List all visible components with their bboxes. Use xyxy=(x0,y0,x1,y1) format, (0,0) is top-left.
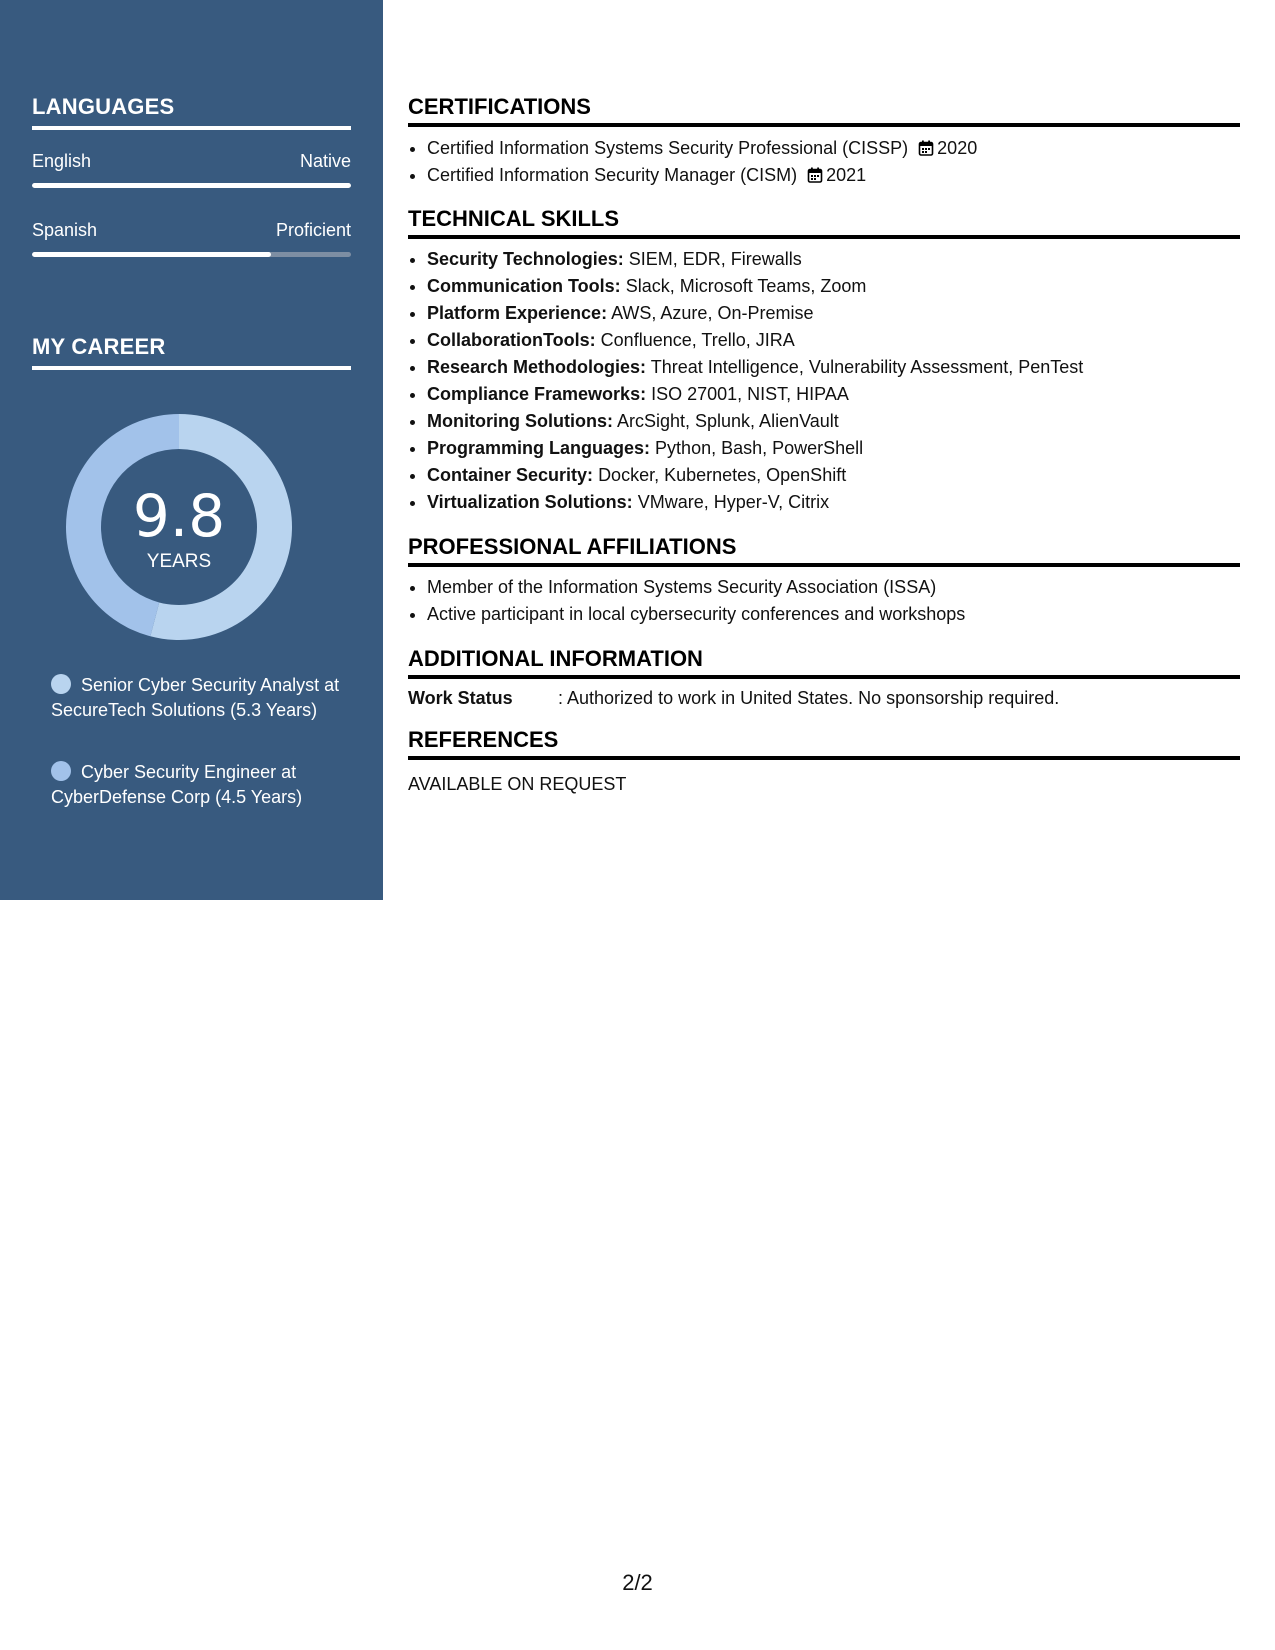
skill-value: Slack, Microsoft Teams, Zoom xyxy=(625,276,867,296)
skill-label: Communication Tools: xyxy=(427,276,621,296)
list-item xyxy=(427,381,1259,408)
languages-heading: LANGUAGES xyxy=(32,94,351,130)
career-heading: MY CAREER xyxy=(32,334,351,370)
certification-name: Certified Information Security Manager (CISM) xyxy=(427,165,798,185)
certification-name: Certified Information Systems Security Professional (CISSP) xyxy=(427,138,909,158)
language-name: Spanish xyxy=(32,220,98,240)
language-row-english xyxy=(32,151,351,172)
list-item xyxy=(427,327,1259,354)
list-item: • Active participant in local cybersecurity conferences and workshops xyxy=(427,601,1259,628)
career-item-text: Cyber Security Engineer at CyberDefense Corp (4.5 Years) xyxy=(51,762,303,807)
technical-skills-heading: TECHNICAL SKILLS xyxy=(408,206,1240,239)
skill-value: VMware, Hyper-V, Citrix xyxy=(637,492,830,512)
language-name: English xyxy=(32,151,92,171)
skill-label: Platform Experience: xyxy=(427,303,608,323)
affiliations-heading: PROFESSIONAL AFFILIATIONS xyxy=(408,534,1240,567)
legend-dot-icon xyxy=(51,761,71,781)
list-item xyxy=(427,462,1259,489)
skill-value: ISO 27001, NIST, HIPAA xyxy=(651,384,849,404)
list-item xyxy=(427,489,1259,516)
list-item xyxy=(427,408,1259,435)
list-item xyxy=(427,135,1259,162)
list-item xyxy=(427,273,1259,300)
career-item xyxy=(51,760,341,810)
sidebar xyxy=(0,0,383,900)
references-heading: REFERENCES xyxy=(408,727,1240,760)
additional-info-heading: ADDITIONAL INFORMATION xyxy=(408,646,1240,679)
career-total-unit: YEARS xyxy=(146,551,212,572)
skill-value: Python, Bash, PowerShell xyxy=(655,438,864,458)
skill-value: SIEM, EDR, Firewalls xyxy=(628,249,802,269)
language-bar-fill xyxy=(32,183,351,188)
list-item xyxy=(427,162,1259,189)
list-item xyxy=(427,354,1259,381)
certification-year: 2020 xyxy=(937,138,978,158)
work-status-row xyxy=(408,688,1059,709)
skill-value: Confluence, Trello, JIRA xyxy=(600,330,795,350)
affiliations-list xyxy=(408,574,1259,628)
language-level: Native xyxy=(299,151,351,171)
technical-skills-list xyxy=(408,246,1259,516)
career-item-text: Senior Cyber Security Analyst at SecureTech Solutions (5.3 Years) xyxy=(51,675,340,720)
language-bar-english xyxy=(32,183,351,188)
career-total-value: 9.8 xyxy=(132,482,226,550)
skill-value: AWS, Azure, On-Premise xyxy=(611,303,814,323)
skill-value: ArcSight, Splunk, AlienVault xyxy=(616,411,839,431)
skill-label: Compliance Frameworks: xyxy=(427,384,647,404)
list-item xyxy=(427,435,1259,462)
career-total xyxy=(66,414,292,640)
skill-value: Threat Intelligence, Vulnerability Assessment, PenTest xyxy=(650,357,1084,377)
calendar-icon xyxy=(918,140,934,156)
skill-label: Research Methodologies: xyxy=(427,357,647,377)
list-item: • Member of the Information Systems Security Association (ISSA) xyxy=(427,574,1259,601)
work-status-label: Work Status xyxy=(408,688,513,708)
skill-label: Monitoring Solutions: xyxy=(427,411,613,431)
legend-dot-icon xyxy=(51,674,71,694)
language-level: Proficient xyxy=(275,220,351,240)
list-item xyxy=(427,300,1259,327)
certifications-list xyxy=(408,135,1259,189)
career-item xyxy=(51,673,341,723)
references-text: AVAILABLE ON REQUEST xyxy=(408,774,627,794)
calendar-icon xyxy=(807,167,823,183)
skill-label: Container Security: xyxy=(427,465,594,485)
skill-value: Docker, Kubernetes, OpenShift xyxy=(598,465,847,485)
skill-label: Programming Languages: xyxy=(427,438,651,458)
list-item xyxy=(427,246,1259,273)
skill-label: Virtualization Solutions: xyxy=(427,492,633,512)
skill-label: CollaborationTools: xyxy=(427,330,596,350)
skill-label: Security Technologies: xyxy=(427,249,624,269)
language-row-spanish xyxy=(32,220,351,241)
work-status-value: : Authorized to work in United States. No sponsorship required. xyxy=(558,688,1060,708)
language-bar-spanish xyxy=(32,252,351,257)
page-number: 2/2 xyxy=(622,1570,653,1595)
language-bar-fill xyxy=(32,252,271,257)
certifications-heading: CERTIFICATIONS xyxy=(408,94,1240,127)
certification-year: 2021 xyxy=(826,165,867,185)
